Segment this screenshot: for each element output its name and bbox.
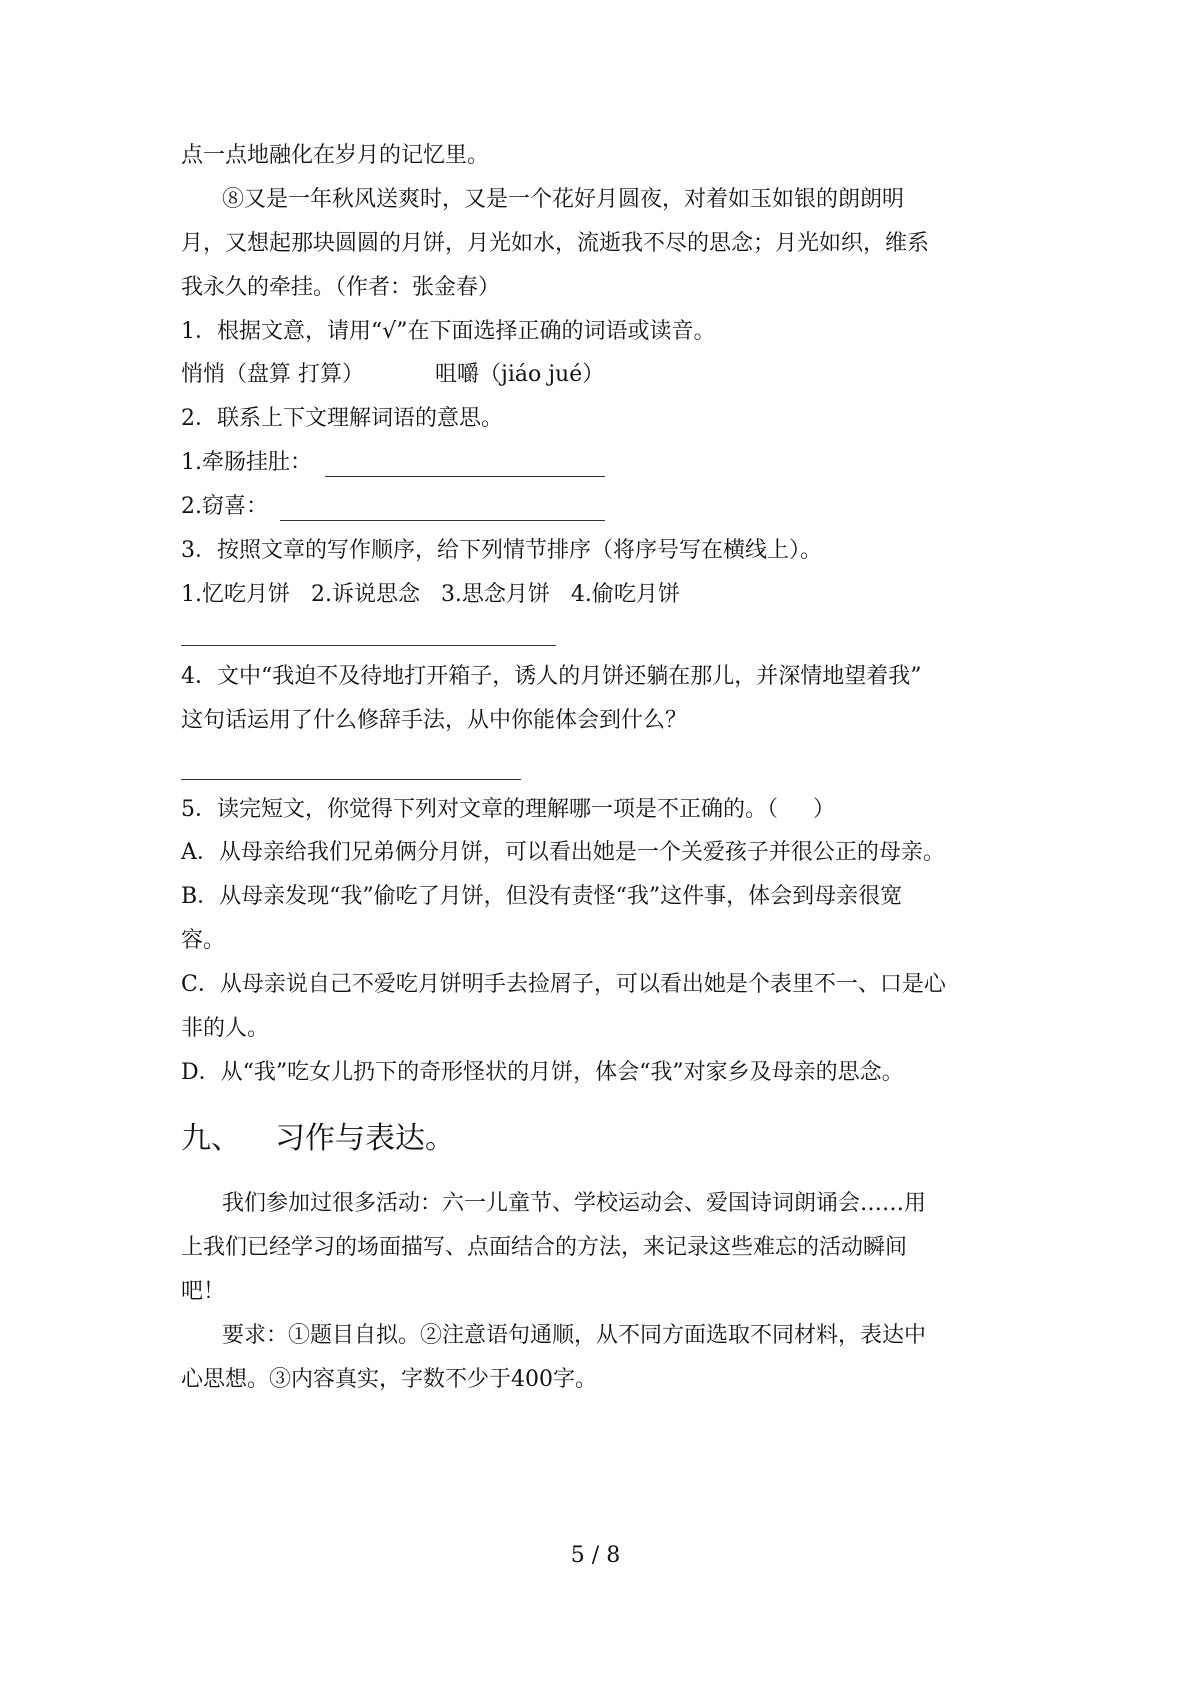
passage-paragraph-8-line: 月，又想起那块圆圆的月饼，月光如水，流逝我不尽的思念；月光如织，维系: [181, 231, 930, 256]
question-5-option-c-line: C．从母亲说自己不爱吃月饼明手去捡屑子，可以看出她是个表里不一、口是心: [181, 972, 946, 997]
section-9-heading: [181, 1119, 455, 1159]
question-5-prompt: 5．读完短文，你觉得下列对文章的理解哪一项是不正确的。（ ）: [181, 797, 835, 822]
section-9-title: 习作与表达。: [275, 1121, 455, 1156]
question-5-option-b-line: 容。: [181, 928, 226, 953]
section-9-intro-line: 上我们已经学习的场面描写、点面结合的方法，来记录这些难忘的活动瞬间: [181, 1235, 908, 1260]
answer-line[interactable]: [181, 645, 556, 646]
answer-line[interactable]: [181, 779, 521, 780]
question-1-prompt: 1．根据文意，请用“√”在下面选择正确的词语或读音。: [181, 319, 716, 344]
question-1-item-a: 悄悄（盘算 打算）: [181, 362, 364, 387]
passage-paragraph-8-line: 我永久的牵挂。（作者：张金春）: [181, 275, 501, 300]
passage-paragraph-8-line: ⑧又是一年秋风送爽时，又是一个花好月圆夜，对着如玉如银的朗朗明: [222, 187, 905, 212]
question-2-prompt: 2．联系上下文理解词语的意思。: [181, 406, 503, 431]
section-9-intro-line: 我们参加过很多活动：六一儿童节、学校运动会、爱国诗词朗诵会……用: [222, 1191, 927, 1216]
section-9-requirements-line: 心思想。③内容真实，字数不少于400字。: [181, 1367, 597, 1392]
question-5-option-c-line: 非的人。: [181, 1016, 270, 1041]
question-4-prompt-line: 这句话运用了什么修辞手法，从中你能体会到什么？: [181, 708, 688, 733]
section-9-number: 九、: [181, 1121, 241, 1156]
question-5-option-a: A．从母亲给我们兄弟俩分月饼，可以看出她是一个关爱孩子并很公正的母亲。: [181, 840, 945, 865]
question-2-item-2: 2.窃喜：: [181, 494, 268, 519]
question-3-prompt: 3．按照文章的写作顺序，给下列情节排序（将序号写在横线上）。: [181, 538, 822, 563]
question-1-item-b: 咀嚼（jiáo jué）: [435, 362, 605, 387]
question-3-options: 1.忆吃月饼 2.诉说思念 3.思念月饼 4.偷吃月饼: [181, 582, 680, 607]
question-5-option-b-line: B．从母亲发现“我”偷吃了月饼，但没有责怪“我”这件事，体会到母亲很宽: [181, 884, 903, 909]
section-9-requirements-line: 要求：①题目自拟。②注意语句通顺，从不同方面选取不同材料，表达中: [222, 1323, 927, 1348]
page-number: 5 / 8: [570, 1543, 621, 1568]
question-5-option-d: D．从“我”吃女儿扔下的奇形怪状的月饼，体会“我”对家乡及母亲的思念。: [181, 1060, 904, 1085]
question-2-item-1: 1.牵肠挂肚：: [181, 450, 312, 475]
passage-line: 点一点地融化在岁月的记忆里。: [181, 143, 490, 168]
section-9-intro-line: 吧！: [181, 1279, 226, 1304]
answer-line[interactable]: [325, 476, 605, 477]
question-4-prompt-line: 4．文中“我迫不及待地打开箱子，诱人的月饼还躺在那儿，并深情地望着我”: [181, 664, 922, 689]
answer-line[interactable]: [280, 520, 605, 521]
